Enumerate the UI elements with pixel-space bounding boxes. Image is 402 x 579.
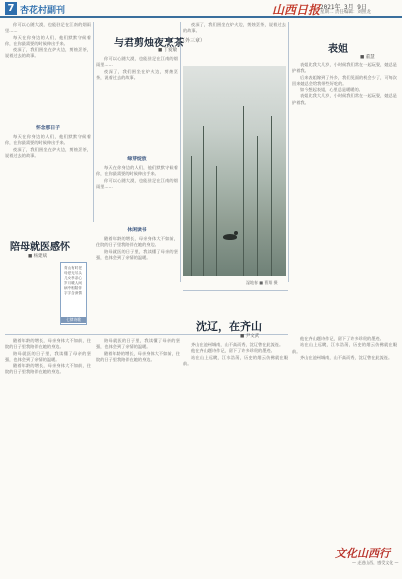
section-title: 杏花村副刊: [20, 6, 66, 16]
article-headline: 陪母就医感怀: [10, 242, 70, 253]
page-number: 7: [5, 2, 17, 15]
column-divider: [288, 22, 289, 282]
article-body: [5, 22, 91, 118]
paragraph: 站在山上远眺，江水浩荡，历史的烟云仿佛就在眼前。: [292, 342, 397, 354]
poem-text: [64, 266, 84, 316]
paragraph: 你可以心随大漠，也能驻足在江南的烟雨里……: [5, 22, 91, 34]
wetland-photo: [183, 66, 286, 276]
article-headline: 表姐: [328, 44, 348, 55]
paragraph: 表姐比我大几岁，小时候我们常在一起玩耍，她总是护着我。: [292, 62, 397, 74]
paragraph: 随着年龄的增长，母亲身体大不如前，住院的日子里我陪伴在她的身边。: [96, 236, 178, 248]
article-subhead: 怀念那日子: [36, 126, 60, 131]
article-headline: 沈辽，在齐山: [196, 320, 262, 333]
paragraph: 每天在你身边的人们，他们默默守候着你，在你最需要的时候伸出手来。: [5, 134, 91, 146]
article-byline: ■ 董慧: [360, 55, 375, 60]
paragraph: 随着年龄的增长，母亲身体大不如前，住院的日子里我陪伴在她的身边。: [96, 350, 180, 362]
article-headline-suffix: （外三章）: [180, 38, 206, 44]
issue-date: 2021年 3月 9日: [320, 4, 367, 11]
paragraph: 你可以心随大漠，也能驻足在江南的烟雨里……: [96, 56, 178, 68]
article-subhead: 绿芽绽放: [127, 157, 147, 162]
reed: [203, 126, 204, 276]
article-body: [5, 134, 91, 192]
article-body: [292, 62, 397, 330]
paragraph: 他在齐山题诗作记，留下了许多珍贵的墨迹。: [300, 336, 384, 341]
paragraph: 陪母就医的日子里，我读懂了母亲的坚强，也体会到了亲情的温暖。: [5, 350, 91, 362]
poem-line: 病中相陪伴: [64, 286, 82, 290]
paragraph: 他在齐山题诗作记，留下了许多珍贵的墨迹。: [191, 348, 275, 354]
photo-caption: 湿地春 ■ 曹翔 摄: [246, 280, 278, 285]
paragraph: 后来表姐嫁到了外乡，我们见面的机会少了，可每次回来她总会给我带些好吃的。: [292, 74, 397, 86]
reed: [191, 156, 192, 276]
reed: [271, 116, 272, 276]
poem-line: 儿女孝亲心: [64, 276, 82, 280]
paragraph: 夜深了，我们围坐在炉火边，剪烛烹茶，说着过去的故事。: [96, 68, 178, 80]
article-body: [96, 236, 178, 331]
article-body: [183, 22, 286, 62]
article-body: [96, 165, 178, 220]
poem-line: 岁月暖人间: [64, 281, 82, 285]
article-body: [183, 342, 288, 572]
paragraph: 齐山在池州城南，山不高而秀，沈辽曾在此流连。: [300, 354, 393, 360]
waterbird-head: [234, 231, 238, 235]
article-byline: ■ 尹文武: [240, 334, 260, 339]
column-divider: [180, 22, 181, 282]
page-header: [0, 0, 402, 18]
reed: [257, 136, 258, 276]
paragraph: 齐山在池州城南，山不高而秀，沈辽曾在此流连。: [191, 342, 284, 347]
paragraph: 陪母就医的日子里，我读懂了母亲的坚强，也体会到了亲情的温暖。: [96, 248, 178, 260]
paragraph: 如今想起表姐，心里总是暖暖的。: [300, 87, 363, 93]
poem-tag: 七律诗歌: [61, 317, 86, 323]
paragraph: 陪母就医的日子里，我读懂了母亲的坚强，也体会到了亲情的温暖。: [96, 338, 180, 350]
paragraph: 随着年龄的增长，母亲身体大不如前，住院的日子里我陪伴在她的身边。: [5, 338, 91, 350]
article-byline: ■ 杨建斌: [28, 254, 48, 259]
article-body: [5, 338, 91, 573]
column-stamp-subtitle: — 走进山西，感受文化 —: [352, 560, 399, 565]
column-divider: [93, 22, 94, 222]
article-byline: ■ 丁爱敏: [158, 48, 178, 53]
paragraph: 表姐比我大几岁，小时候我们常在一起玩耍，她总是护着我。: [292, 93, 397, 105]
article-headline: 与君剪烛夜烹茶: [114, 38, 184, 49]
reed: [243, 106, 244, 276]
article-subhead: 休闲读书: [127, 228, 147, 233]
article-body: [96, 56, 178, 152]
paragraph: 每天在你身边的人们，他们默默守候着你，在你最需要的时候伸出手来。: [5, 34, 91, 46]
poem-line: 青山有时老: [64, 266, 82, 270]
poem-line: 字字含深情: [64, 291, 82, 295]
issue-dateline: 星期二 责任编辑：刘照龙: [320, 10, 371, 15]
paragraph: 随着年龄的增长，母亲身体大不如前，住院的日子里我陪伴在她的身边。: [5, 363, 91, 375]
paragraph: 站在山上远眺，江水浩荡，历史的烟云仿佛就在眼前。: [183, 354, 288, 366]
paragraph: 你可以心随大漠，也能驻足在江南的烟雨里……: [96, 177, 178, 189]
article-body: [292, 336, 397, 541]
column-stamp: 文化山西行: [335, 547, 390, 560]
section-divider: [183, 290, 288, 291]
paragraph: 夜深了，我们围坐在炉火边，剪烛烹茶，说着过去的故事。: [5, 47, 91, 59]
masthead-logo: 山西日报: [272, 3, 321, 17]
article-body: [96, 338, 180, 573]
paragraph: 夜深了，我们围坐在炉火边，剪烛烹茶，说着过去的故事。: [183, 22, 286, 34]
paragraph: 夜深了，我们围坐在炉火边，剪烛烹茶，说着过去的故事。: [5, 146, 91, 158]
paragraph: 每天在你身边的人们，他们默默守候着你，在你最需要的时候伸出手来。: [96, 165, 178, 177]
poem-line: 母爱无尽头: [64, 271, 82, 275]
reed: [216, 166, 217, 276]
